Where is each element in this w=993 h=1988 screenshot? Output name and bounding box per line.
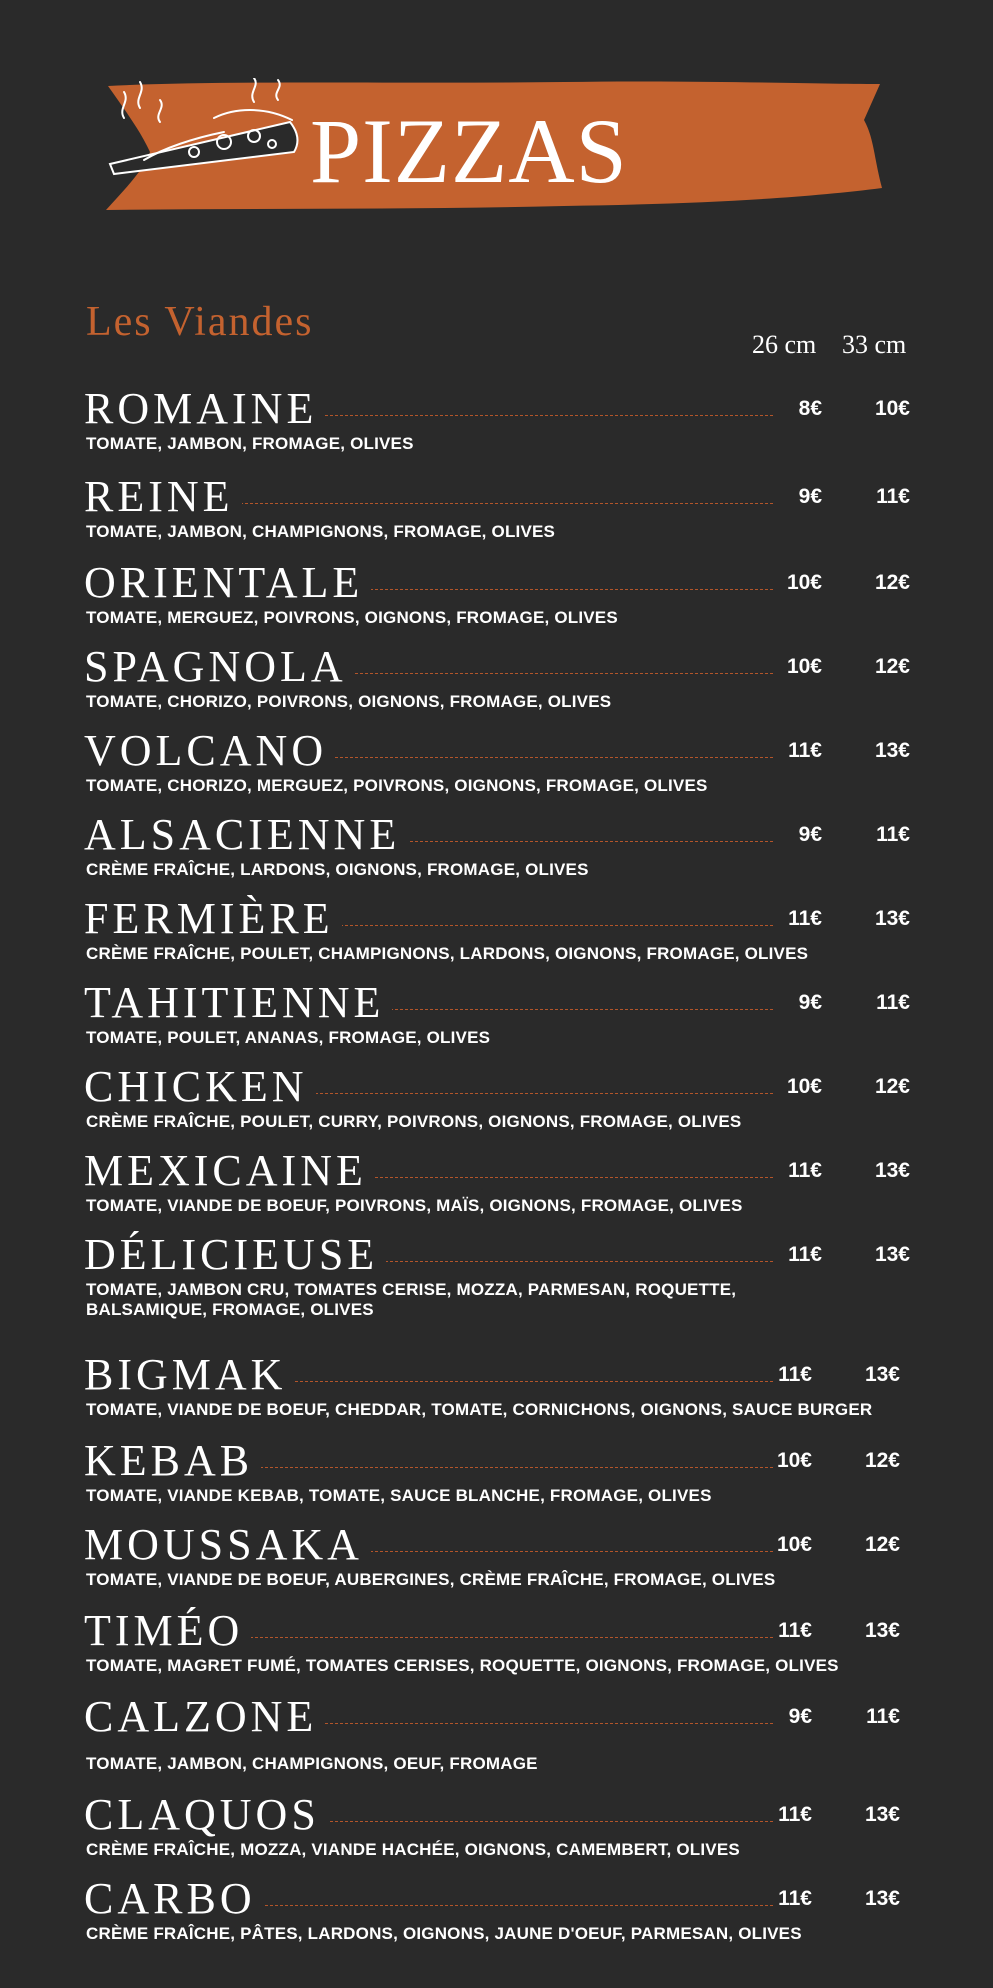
item-ingredients: TOMATE, JAMBON, FROMAGE, OLIVES (86, 434, 414, 453)
price-26cm: 11€ (788, 1243, 822, 1266)
item-ingredients: TOMATE, MAGRET FUMÉ, TOMATES CERISES, ROQUETTE, OIGNONS, FROMAGE, OLIVES (86, 1656, 839, 1675)
price-26cm: 8€ (798, 397, 822, 420)
item-name: CHICKEN (84, 1062, 316, 1112)
item-ingredients: CRÈME FRAÎCHE, POULET, CURRY, POIVRONS, OIGNONS, FROMAGE, OLIVES (86, 1112, 742, 1131)
dotted-leader (200, 1905, 773, 1906)
item-name: ROMAINE (84, 384, 325, 434)
item-ingredients: TOMATE, CHORIZO, POIVRONS, OIGNONS, FROMAGE, OLIVES (86, 692, 612, 711)
dotted-leader (200, 503, 773, 504)
page-title: PIZZAS (310, 100, 628, 202)
section-title: Les Viandes (86, 299, 314, 345)
item-ingredients: TOMATE, CHORIZO, MERGUEZ, POIVRONS, OIGNONS, FROMAGE, OLIVES (86, 776, 708, 795)
item-name: CLAQUOS (84, 1790, 328, 1840)
size-header-small: 26 cm (752, 330, 817, 359)
price-33cm: 11€ (876, 485, 910, 508)
item-name: KEBAB (84, 1436, 261, 1486)
price-33cm: 13€ (864, 1887, 900, 1910)
price-33cm: 13€ (874, 739, 910, 762)
price-33cm: 12€ (864, 1449, 900, 1472)
item-ingredients: TOMATE, MERGUEZ, POIVRONS, OIGNONS, FROMAGE, OLIVES (86, 608, 618, 627)
item-name: SPAGNOLA (84, 642, 355, 692)
item-name: CARBO (84, 1874, 264, 1924)
item-ingredients: TOMATE, JAMBON, CHAMPIGNONS, OEUF, FROMAGE (86, 1754, 538, 1773)
price-26cm: 10€ (776, 1449, 812, 1472)
dotted-leader (200, 1637, 773, 1638)
item-ingredients: TOMATE, JAMBON, CHAMPIGNONS, FROMAGE, OLIVES (86, 522, 556, 541)
item-ingredients: TOMATE, JAMBON CRU, TOMATES CERISE, MOZZA, PARMESAN, ROQUETTE, BALSAMIQUE, FROMAGE, OLIVES (86, 1280, 737, 1319)
price-33cm: 13€ (874, 907, 910, 930)
item-name: MEXICAINE (84, 1146, 375, 1196)
price-33cm: 13€ (874, 1243, 910, 1266)
item-name: ORIENTALE (84, 558, 371, 608)
item-name: MOUSSAKA (84, 1520, 371, 1570)
price-26cm: 9€ (798, 991, 822, 1014)
item-ingredients: TOMATE, VIANDE DE BOEUF, CHEDDAR, TOMATE, CORNICHONS, OIGNONS, SAUCE BURGER (86, 1400, 873, 1419)
price-26cm: 11€ (778, 1619, 812, 1642)
price-26cm: 11€ (788, 907, 822, 930)
price-33cm: 10€ (874, 397, 910, 420)
item-name: REINE (84, 472, 242, 522)
pizza-slice-icon (104, 78, 314, 178)
price-33cm: 11€ (866, 1705, 900, 1728)
size-header-large: 33 cm (842, 330, 907, 359)
price-33cm: 12€ (874, 655, 910, 678)
price-26cm: 11€ (778, 1803, 812, 1826)
price-26cm: 9€ (798, 485, 822, 508)
item-name: VOLCANO (84, 726, 335, 776)
item-name: TIMÉO (84, 1606, 251, 1656)
item-ingredients: TOMATE, VIANDE DE BOEUF, POIVRONS, MAÏS, OIGNONS, FROMAGE, OLIVES (86, 1196, 743, 1215)
price-33cm: 13€ (874, 1159, 910, 1182)
price-26cm: 10€ (776, 1533, 812, 1556)
price-33cm: 13€ (864, 1619, 900, 1642)
price-33cm: 12€ (864, 1533, 900, 1556)
price-26cm: 9€ (798, 823, 822, 846)
price-26cm: 10€ (786, 571, 822, 594)
price-33cm: 11€ (876, 991, 910, 1014)
price-26cm: 10€ (786, 1075, 822, 1098)
price-33cm: 12€ (874, 1075, 910, 1098)
price-33cm: 13€ (864, 1803, 900, 1826)
price-33cm: 13€ (864, 1363, 900, 1386)
price-26cm: 9€ (788, 1705, 812, 1728)
price-26cm: 11€ (788, 1159, 822, 1182)
item-name: CALZONE (84, 1692, 325, 1742)
item-ingredients: CRÈME FRAÎCHE, MOZZA, VIANDE HACHÉE, OIGNONS, CAMEMBERT, OLIVES (86, 1840, 740, 1859)
price-26cm: 11€ (788, 739, 822, 762)
price-33cm: 11€ (876, 823, 910, 846)
item-ingredients: CRÈME FRAÎCHE, PÂTES, LARDONS, OIGNONS, JAUNE D'OEUF, PARMESAN, OLIVES (86, 1924, 802, 1943)
item-name: FERMIÈRE (84, 894, 342, 944)
title-banner (104, 78, 888, 226)
item-ingredients: TOMATE, VIANDE DE BOEUF, AUBERGINES, CRÈME FRAÎCHE, FROMAGE, OLIVES (86, 1570, 776, 1589)
price-33cm: 12€ (874, 571, 910, 594)
item-name: TAHITIENNE (84, 978, 392, 1028)
item-name: ALSACIENNE (84, 810, 408, 860)
price-26cm: 11€ (778, 1363, 812, 1386)
item-ingredients: TOMATE, VIANDE KEBAB, TOMATE, SAUCE BLANCHE, FROMAGE, OLIVES (86, 1486, 712, 1505)
price-26cm: 11€ (778, 1887, 812, 1910)
item-name: BIGMAK (84, 1350, 294, 1400)
item-name: DÉLICIEUSE (84, 1230, 386, 1280)
dotted-leader (200, 1467, 773, 1468)
price-26cm: 10€ (786, 655, 822, 678)
item-ingredients: CRÈME FRAÎCHE, POULET, CHAMPIGNONS, LARDONS, OIGNONS, FROMAGE, OLIVES (86, 944, 809, 963)
item-ingredients: CRÈME FRAÎCHE, LARDONS, OIGNONS, FROMAGE, OLIVES (86, 860, 589, 879)
item-ingredients: TOMATE, POULET, ANANAS, FROMAGE, OLIVES (86, 1028, 491, 1047)
